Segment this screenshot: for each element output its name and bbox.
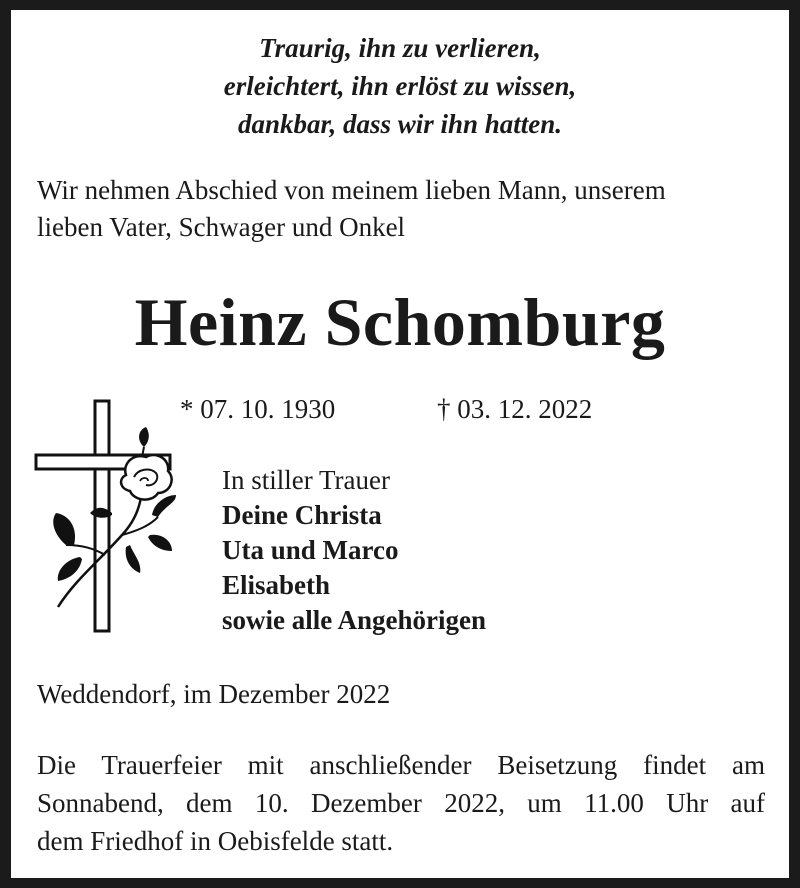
service-line: dem Friedhof in Oebisfelde statt. (37, 826, 394, 856)
poem (0, 29, 800, 143)
intro-line: lieben Vater, Schwager und Onkel (37, 212, 406, 242)
intro-line: Wir nehmen Abschied von meinem lieben Mann, unserem (37, 175, 666, 205)
poem-line: Traurig, ihn zu verlieren, (259, 33, 541, 63)
poem-line: dankbar, dass wir ihn hatten. (237, 109, 563, 139)
birth-date: * 07. 10. 1930 (180, 394, 336, 424)
mourner-name: Uta und Marco (222, 535, 399, 565)
mourner-name: sowie alle Angehörigen (222, 605, 486, 635)
service-line: Sonnabend, dem 10. Dezember 2022, um 11.00 Uhr auf (37, 788, 765, 818)
deceased-name: Heinz Schomburg (134, 284, 666, 360)
mourner-name: Elisabeth (222, 570, 331, 600)
place-and-date: Weddendorf, im Dezember 2022 (37, 679, 391, 709)
mourners-block (222, 463, 486, 638)
poem-line: erleichtert, ihn erlöst zu wissen, (223, 71, 577, 101)
mourners-heading: In stiller Trauer (222, 465, 390, 495)
service-line: Die Trauerfeier mit anschließender Beisetzung findet am (37, 750, 765, 780)
service-notice (37, 746, 765, 860)
intro-text (37, 172, 666, 246)
cross-with-rose-icon (30, 395, 180, 640)
death-date: † 03. 12. 2022 (437, 394, 593, 424)
mourner-name: Deine Christa (222, 500, 382, 530)
